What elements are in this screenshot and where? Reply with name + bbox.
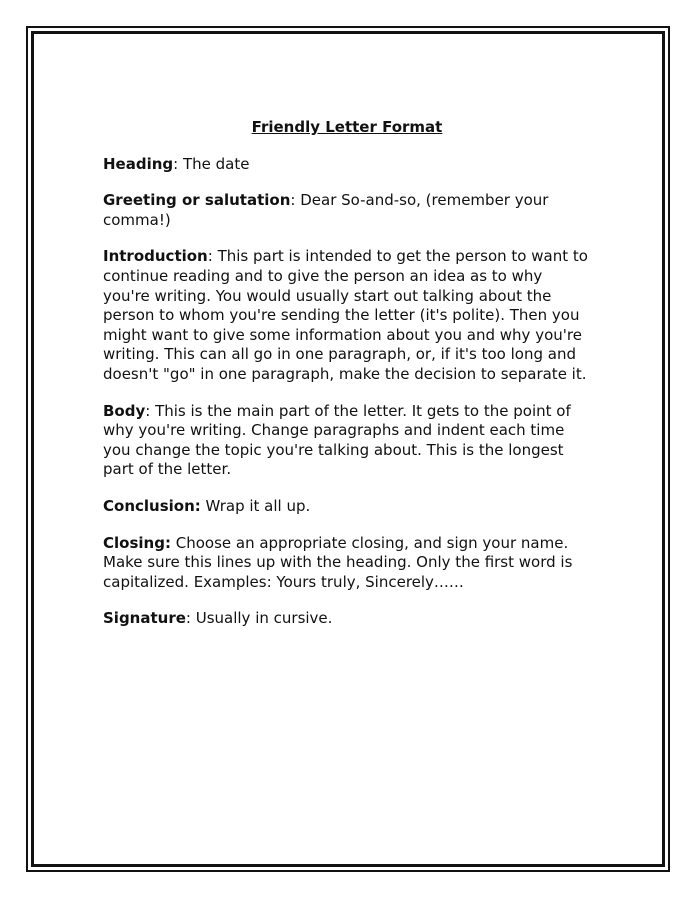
section-label: Body (103, 401, 146, 420)
section-signature (103, 609, 591, 629)
section-separator: : (145, 401, 156, 420)
section-greeting (103, 191, 591, 230)
section-introduction (103, 247, 591, 384)
section-label: Conclusion: (103, 496, 201, 515)
document-title: Friendly Letter Format (251, 118, 443, 136)
section-heading (103, 155, 591, 175)
section-conclusion (103, 497, 591, 517)
section-separator: : (173, 154, 183, 173)
section-separator: : (290, 191, 301, 210)
section-text: Wrap it all up. (205, 496, 311, 515)
section-text: The date (182, 154, 250, 173)
section-label: Closing: (103, 533, 171, 552)
section-label: Heading (103, 154, 174, 173)
section-separator: : (185, 609, 196, 628)
section-label: Signature (103, 609, 186, 628)
section-closing (103, 534, 591, 593)
section-text: Dear So-and-so, (remember your comma!) (103, 191, 549, 229)
section-separator: : (207, 247, 218, 266)
section-text: This part is intended to get the person to want to continue reading and to give the person an idea as to why you're writing. You would usually start out talking about the person to whom you're sending the letter (it's polite). Then you might want to give some information about you and why you're writing. This can all go in one paragraph, or, if it's too long and doesn't "go" in one paragraph, make the decision to separate it. (103, 247, 588, 383)
document-body (103, 118, 591, 646)
section-text: Choose an appropriate closing, and sign your name. Make sure this lines up with the heading. Only the first word is capitalized. Examples: Yours truly, Sincerely…… (103, 533, 573, 591)
section-text: This is the main part of the letter. It gets to the point of why you're writing. Change paragraphs and indent each time you change the topic you're talking about. This is the longest part of the letter. (103, 401, 571, 479)
section-label: Introduction (103, 247, 208, 266)
section-label: Greeting or salutation (103, 191, 291, 210)
section-body (103, 402, 591, 480)
section-text: Usually in cursive. (195, 609, 333, 628)
